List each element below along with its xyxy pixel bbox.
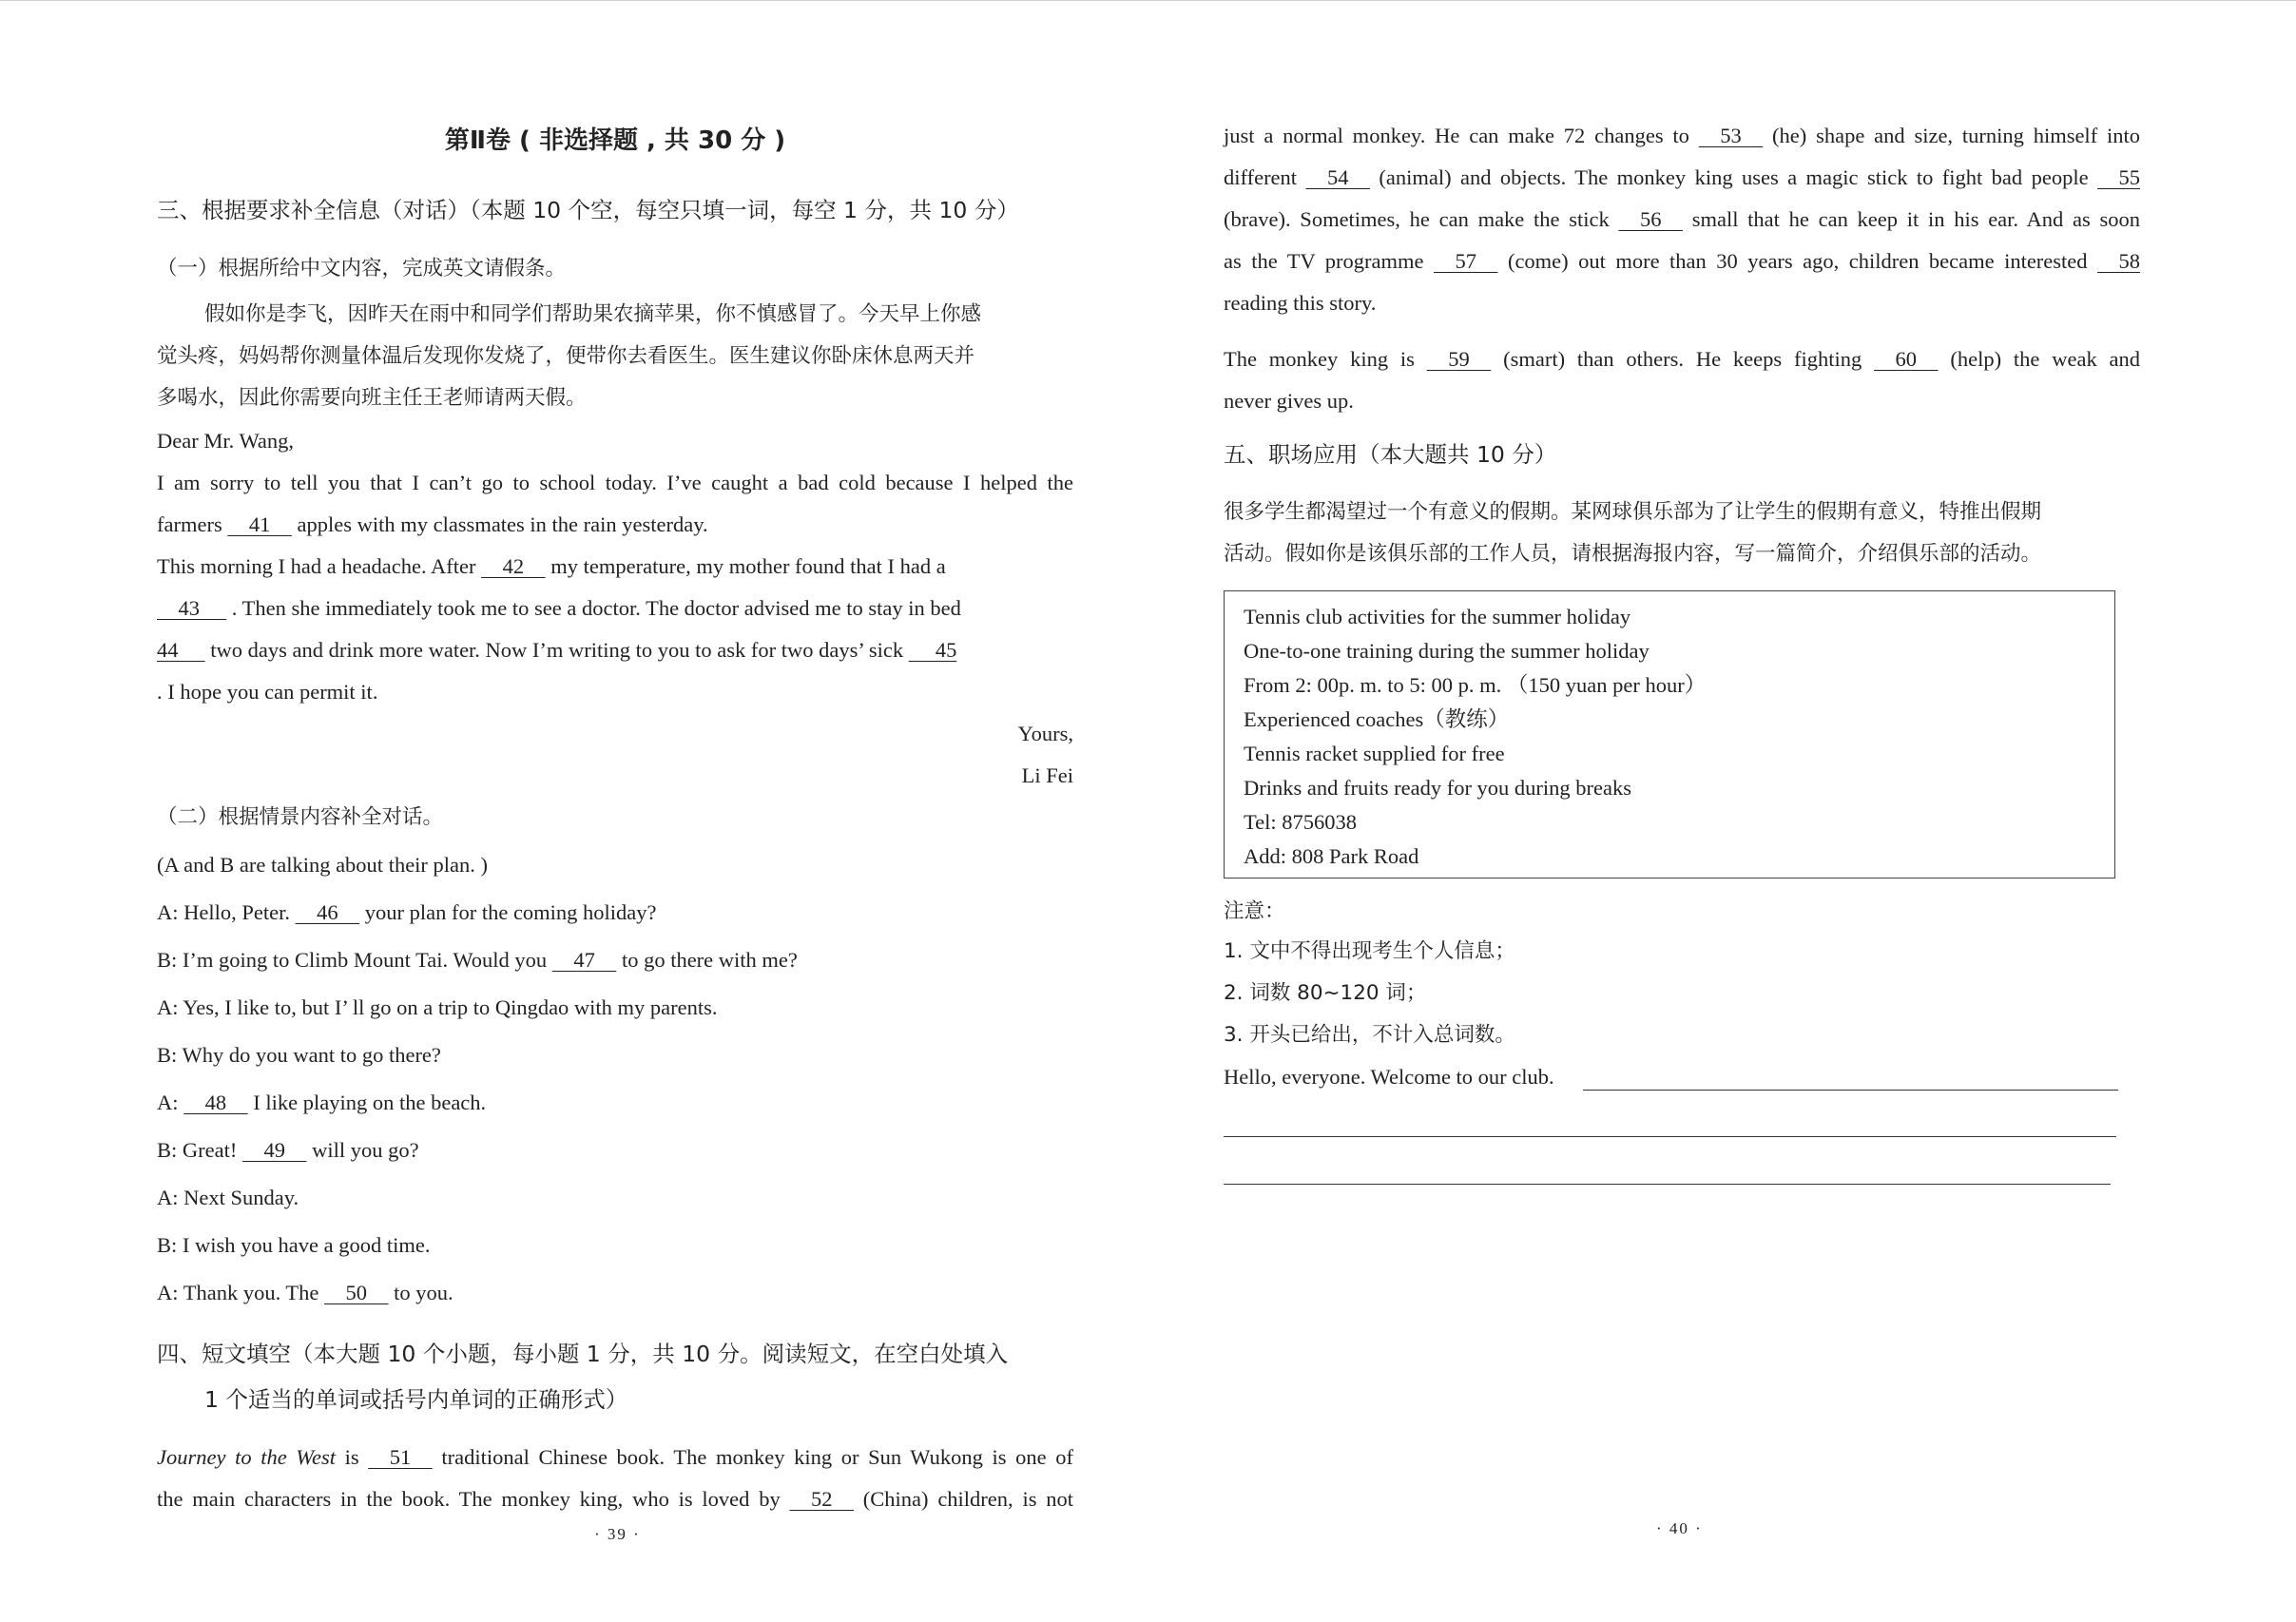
blank-41[interactable]: 41 xyxy=(227,512,292,536)
letter-line: 43 . Then she immediately took me to see a doctor. The doctor advised me to stay in bed xyxy=(157,594,1073,623)
letter-line: I am sorry to tell you that I can’t go to school today. I’ve caught a bad cold because I helped the xyxy=(157,471,1073,494)
part-1-intro-line: 多喝水，因此你需要向班主任王老师请两天假。 xyxy=(157,386,587,410)
letter-line: 44 two days and drink more water. Now I’m writing to you to ask for two days’ sick 45 xyxy=(157,636,1073,665)
letter-line: farmers 41 apples with my classmates in the rain yesterday. xyxy=(157,511,1073,539)
writing-starter: Hello, everyone. Welcome to our club. xyxy=(1224,1065,1554,1089)
answer-line[interactable] xyxy=(1224,1184,2111,1185)
blank-43[interactable]: 43 xyxy=(157,596,227,620)
dialogue-line: A: Yes, I like to, but I’ ll go on a trip to Qingdao with my parents. xyxy=(157,995,718,1019)
dialogue-line: A: Next Sunday. xyxy=(157,1186,299,1209)
poster-line: From 2: 00p. m. to 5: 00 p. m. （150 yuan per hour） xyxy=(1244,673,1707,697)
blank-47[interactable]: 47 xyxy=(551,948,617,972)
left-page xyxy=(157,0,1073,1622)
note-item: 1. 文中不得出现考生个人信息； xyxy=(1224,939,1515,963)
dialogue-line: B: I’m going to Climb Mount Tai. Would you 47 to go there with me? xyxy=(157,946,1073,975)
part-1-intro-line: 假如你是李飞，因昨天在雨中和同学们帮助果农摘苹果，你不慎感冒了。今天早上你感 xyxy=(204,302,982,326)
blank-59[interactable]: 59 xyxy=(1426,347,1492,371)
letter-line: This morning I had a headache. After 42 my temperature, my mother found that I had a xyxy=(157,552,1073,581)
poster-line: Add: 808 Park Road xyxy=(1244,844,1419,868)
passage-line: never gives up. xyxy=(1224,389,1354,413)
dialogue-line: B: Why do you want to go there? xyxy=(157,1043,441,1067)
passage-line: The monkey king is 59 (smart) than others. He keeps fighting 60 (help) the weak and xyxy=(1224,345,2140,374)
poster-line: Tennis club activities for the summer holiday xyxy=(1244,605,1631,628)
blank-45[interactable]: 45 xyxy=(908,638,957,662)
blank-60[interactable]: 60 xyxy=(1874,347,1939,371)
blank-51[interactable]: 51 xyxy=(368,1445,433,1469)
part-2-heading: （二）根据情景内容补全对话。 xyxy=(157,805,444,829)
section-5-heading: 五、职场应用（本大题共 10 分） xyxy=(1224,441,1557,468)
dialogue-line: A: Hello, Peter. 46 your plan for the coming holiday? xyxy=(157,898,1073,927)
passage-line: just a normal monkey. He can make 72 changes to 53 (he) shape and size, turning himself into xyxy=(1224,122,2140,150)
blank-58[interactable]: 58 xyxy=(2097,249,2140,273)
part-1-heading: （一）根据所给中文内容，完成英文请假条。 xyxy=(157,257,567,280)
passage-line: different 54 (animal) and objects. The monkey king uses a magic stick to fight bad people 55 xyxy=(1224,164,2140,192)
letter-signature: Li Fei xyxy=(1021,763,1073,787)
letter-salutation: Dear Mr. Wang, xyxy=(157,429,294,453)
blank-48[interactable]: 48 xyxy=(183,1091,248,1114)
blank-54[interactable]: 54 xyxy=(1305,165,1370,189)
right-page xyxy=(1224,0,2140,1622)
passage-line: as the TV programme 57 (come) out more than 30 years ago, children became interested 58 xyxy=(1224,247,2140,276)
notes-heading: 注意： xyxy=(1224,899,1285,923)
part-title: 第Ⅱ卷 ( 非选择题 , 共 30 分 ) xyxy=(444,126,786,155)
blank-56[interactable]: 56 xyxy=(1618,207,1683,231)
blank-42[interactable]: 42 xyxy=(481,554,546,578)
dialogue-line: B: I wish you have a good time. xyxy=(157,1233,431,1257)
passage-line: reading this story. xyxy=(1224,291,1377,315)
poster-line: Tel: 8756038 xyxy=(1244,810,1358,834)
poster-line: Drinks and fruits ready for you during breaks xyxy=(1244,776,1632,800)
poster-line: One-to-one training during the summer holiday xyxy=(1244,639,1650,663)
note-item: 2. 词数 80~120 词； xyxy=(1224,981,1427,1005)
poster-line: Experienced coaches（教练） xyxy=(1244,707,1510,731)
blank-55[interactable]: 55 xyxy=(2096,165,2140,189)
dialogue-context: (A and B are talking about their plan. ) xyxy=(157,853,489,877)
part-1-intro-line: 觉头疼，妈妈帮你测量体温后发现你发烧了，便带你去看医生。医生建议你卧床休息两天并 xyxy=(157,344,975,368)
answer-line[interactable] xyxy=(1224,1136,2116,1137)
dialogue-line: A: 48 I like playing on the beach. xyxy=(157,1089,1073,1117)
passage-line: (brave). Sometimes, he can make the stick 56 small that he can keep it in his ear. And as soon xyxy=(1224,205,2140,234)
blank-44[interactable]: 44 xyxy=(157,638,205,662)
blank-46[interactable]: 46 xyxy=(295,900,360,924)
answer-line[interactable] xyxy=(1583,1090,2118,1091)
section-3-heading: 三、根据要求补全信息（对话）（本题 10 个空，每空只填一词，每空 1 分，共 10 分） xyxy=(157,197,1019,223)
page-number: · 39 · xyxy=(594,1525,641,1543)
section-5-intro: 很多学生都渴望过一个有意义的假期。某网球俱乐部为了让学生的假期有意义，特推出假期 xyxy=(1224,500,2042,524)
section-4-heading: 1 个适当的单词或括号内单词的正确形式） xyxy=(204,1386,628,1413)
letter-closing: Yours, xyxy=(1017,722,1073,745)
section-5-intro: 活动。假如你是该俱乐部的工作人员，请根据海报内容，写一篇简介，介绍俱乐部的活动。 xyxy=(1224,542,2042,566)
blank-57[interactable]: 57 xyxy=(1433,249,1498,273)
passage-line: the main characters in the book. The monkey king, who is loved by 52 (China) children, is not xyxy=(157,1485,1073,1514)
blank-52[interactable]: 52 xyxy=(789,1487,854,1511)
blank-50[interactable]: 50 xyxy=(324,1281,389,1304)
dialogue-line: B: Great! 49 will you go? xyxy=(157,1136,1073,1165)
page-number: · 40 · xyxy=(1656,1519,1703,1537)
blank-53[interactable]: 53 xyxy=(1698,124,1764,147)
note-item: 3. 开头已给出，不计入总词数。 xyxy=(1224,1023,1515,1047)
dialogue-line: A: Thank you. The 50 to you. xyxy=(157,1279,1073,1307)
passage-line: Journey to the West is 51 traditional Chinese book. The monkey king or Sun Wukong is one of xyxy=(157,1443,1073,1472)
letter-line: . I hope you can permit it. xyxy=(157,680,378,704)
section-4-heading: 四、短文填空（本大题 10 个小题，每小题 1 分，共 10 分。阅读短文，在空白处填入 xyxy=(157,1341,1009,1367)
poster-line: Tennis racket supplied for free xyxy=(1244,742,1505,765)
blank-49[interactable]: 49 xyxy=(241,1138,307,1162)
poster-box xyxy=(1224,590,2115,879)
